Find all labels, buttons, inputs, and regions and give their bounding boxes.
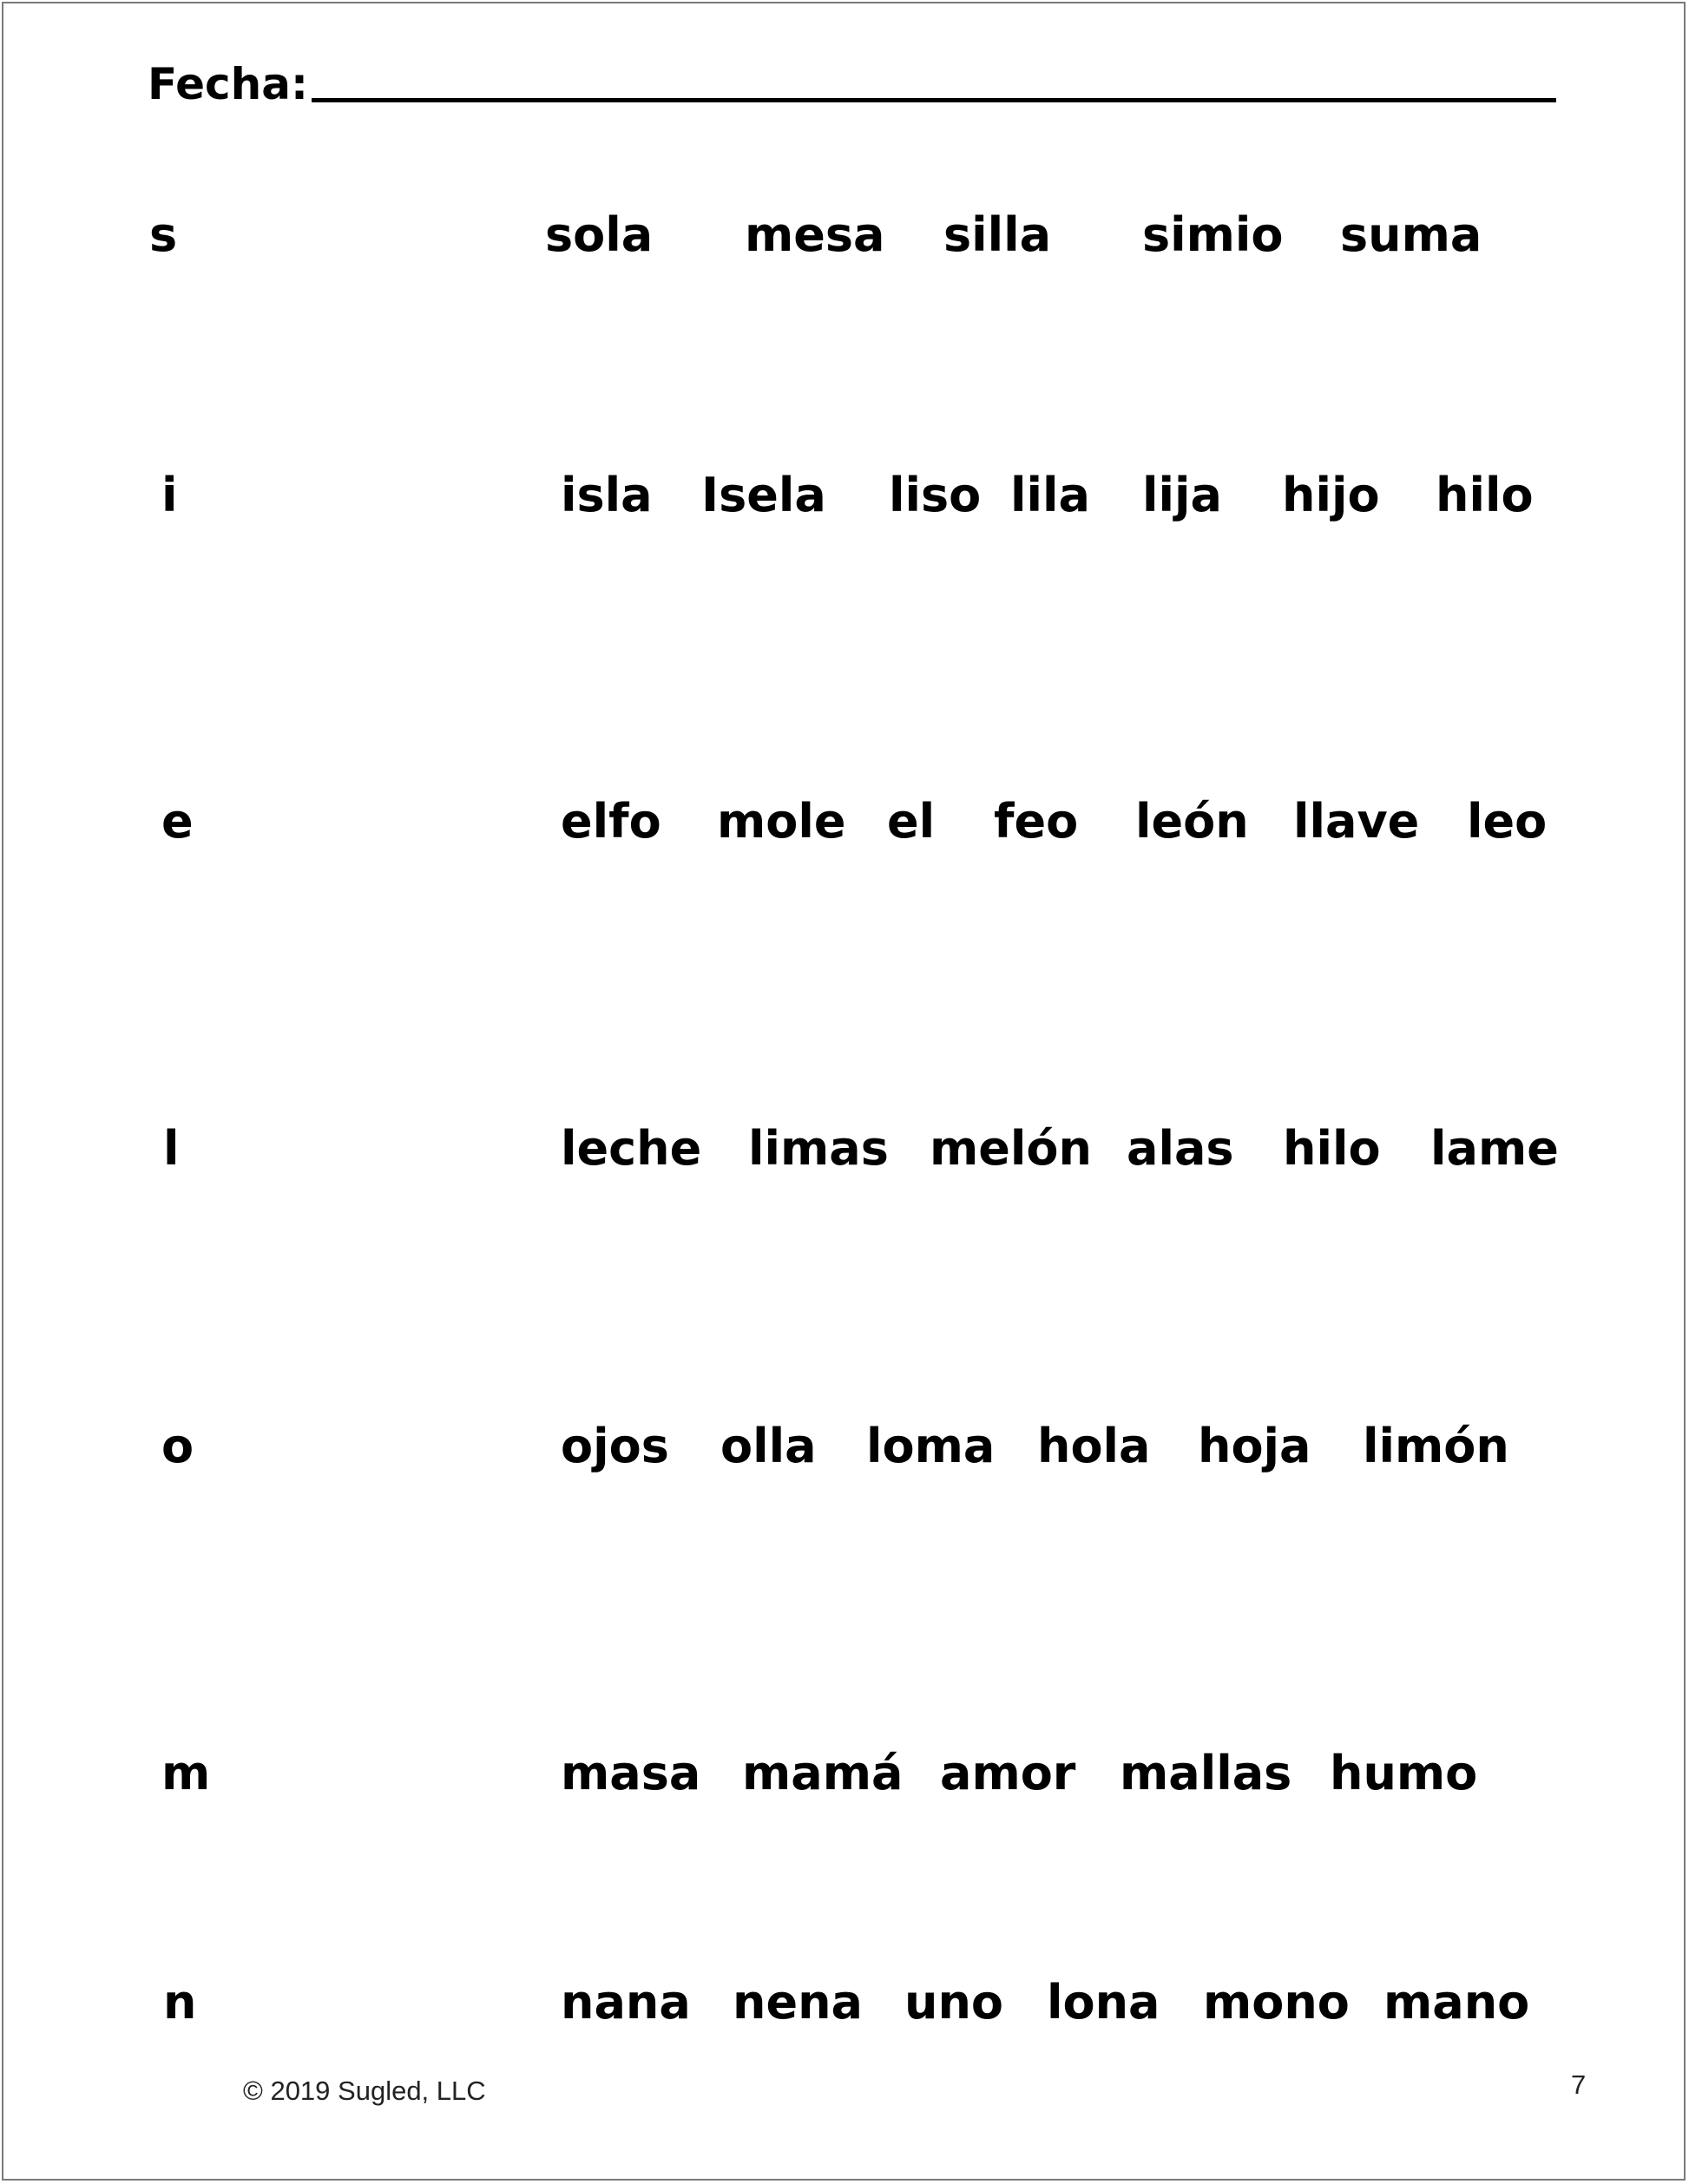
word: llave bbox=[1293, 794, 1420, 849]
word: alas bbox=[1127, 1121, 1234, 1176]
page-frame bbox=[2, 2, 1686, 2181]
word-row-e bbox=[0, 791, 1689, 852]
row-letter: o bbox=[161, 1419, 194, 1473]
word: loma bbox=[866, 1419, 996, 1473]
row-letter: m bbox=[161, 1746, 211, 1800]
date-field bbox=[148, 59, 1556, 109]
word: nena bbox=[733, 1975, 863, 2030]
word: mole bbox=[717, 794, 846, 849]
word: león bbox=[1135, 794, 1249, 849]
word-row-i bbox=[0, 465, 1689, 526]
word-row-o bbox=[0, 1416, 1689, 1477]
word: melón bbox=[930, 1121, 1092, 1176]
word: amor bbox=[940, 1746, 1076, 1800]
copyright-notice: © 2019 Sugled, LLC bbox=[243, 2076, 486, 2106]
word: ojos bbox=[561, 1419, 669, 1473]
word: hilo bbox=[1283, 1121, 1381, 1176]
word: masa bbox=[561, 1746, 701, 1800]
word: limas bbox=[748, 1121, 889, 1176]
word: lija bbox=[1142, 468, 1222, 522]
word: leo bbox=[1467, 794, 1548, 849]
word: Isela bbox=[701, 468, 826, 522]
word: feo bbox=[994, 794, 1079, 849]
word: leche bbox=[561, 1121, 702, 1176]
row-letter: l bbox=[163, 1121, 180, 1176]
word: isla bbox=[561, 468, 653, 522]
word: simio bbox=[1142, 207, 1284, 262]
word: hilo bbox=[1436, 468, 1534, 522]
word: uno bbox=[904, 1975, 1003, 2030]
word: humo bbox=[1330, 1746, 1478, 1800]
row-letter: i bbox=[161, 468, 178, 522]
word-row-s bbox=[0, 205, 1689, 266]
row-letter: e bbox=[161, 794, 194, 849]
word: lila bbox=[1010, 468, 1090, 522]
word: mano bbox=[1383, 1975, 1530, 2030]
word: mallas bbox=[1120, 1746, 1292, 1800]
word: lame bbox=[1430, 1121, 1559, 1176]
date-write-line bbox=[312, 98, 1556, 102]
word: el bbox=[887, 794, 936, 849]
word: limón bbox=[1363, 1419, 1509, 1473]
word: sola bbox=[545, 207, 654, 262]
page-number: 7 bbox=[1571, 2069, 1587, 2100]
row-letter: s bbox=[149, 207, 178, 262]
row-letter: n bbox=[163, 1975, 197, 2030]
word-row-l bbox=[0, 1118, 1689, 1179]
word: olla bbox=[720, 1419, 817, 1473]
word: silla bbox=[943, 207, 1052, 262]
word: nana bbox=[561, 1975, 691, 2030]
word: mesa bbox=[745, 207, 885, 262]
word: hijo bbox=[1282, 468, 1380, 522]
word: mamá bbox=[742, 1746, 904, 1800]
word: elfo bbox=[561, 794, 661, 849]
word-row-m bbox=[0, 1743, 1689, 1804]
word: mono bbox=[1203, 1975, 1350, 2030]
word: lona bbox=[1047, 1975, 1160, 2030]
date-label: Fecha: bbox=[148, 59, 309, 109]
word: suma bbox=[1340, 207, 1482, 262]
word: hoja bbox=[1198, 1419, 1311, 1473]
word: liso bbox=[889, 468, 982, 522]
word-row-n bbox=[0, 1972, 1689, 2033]
word: hola bbox=[1037, 1419, 1151, 1473]
